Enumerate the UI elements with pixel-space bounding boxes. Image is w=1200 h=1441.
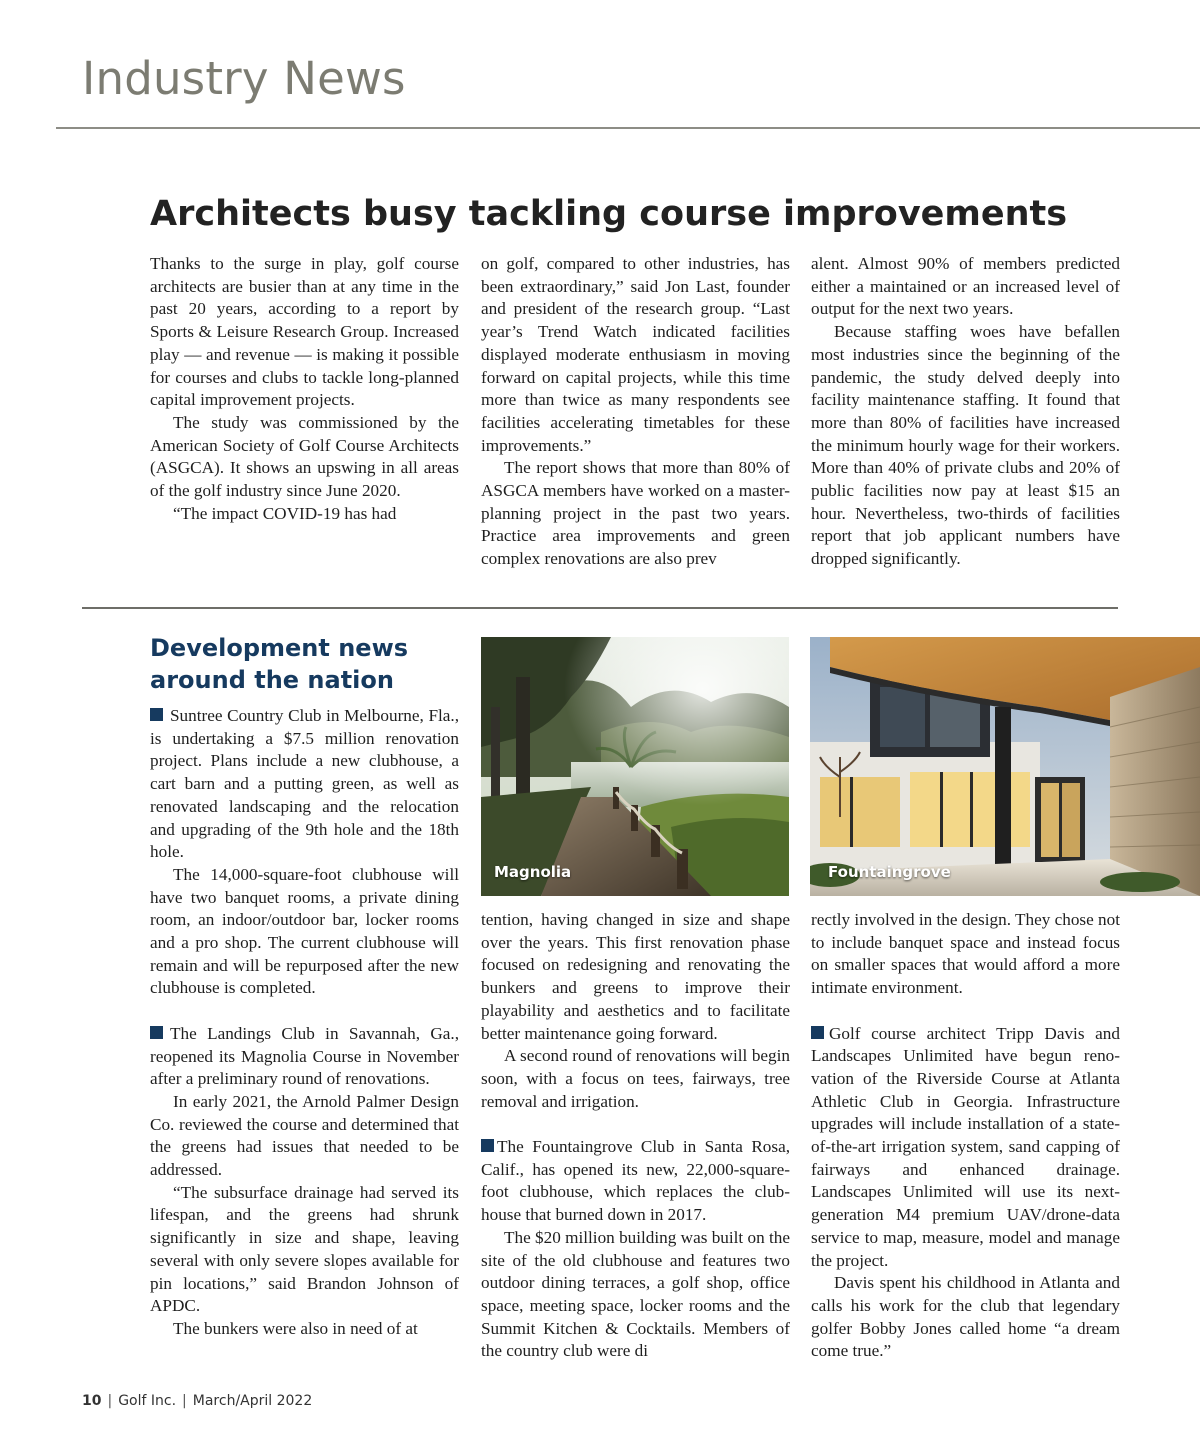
dev-news-column-1 [150,705,459,1341]
news-item: The Fountaingrove Club in Santa Rosa, Calif., has opened its new, 22,000-square-foot clubhouse, which replaces the clubhouse that burned down in 2017. [481,1137,790,1225]
header-rule [56,127,1200,129]
bullet-square-icon [811,1026,824,1039]
bullet-square-icon [481,1139,494,1152]
page-footer [82,1393,312,1409]
news-item: The Landings Club in Savannah, Ga., reopened its Magnolia Course in November after a preliminary round of renovations. [150,1023,459,1089]
publication-name: Golf Inc. [118,1393,177,1409]
paragraph: on golf, compared to other industries, has been extraordinary,” said Jon Last, founder and president of the research group. “Last year’s Trend Watch indicated facilities displayed moderate enthusiasm in moving forward on capital projects, while this time more than twice as many respondents see facilities accelerating timetables for these improvements.” [481,254,790,455]
paragraph: The $20 million building was built on the site of the old clubhouse and features two outdoor dining terraces, a golf shop, office space, meeting space, locker rooms and the Summit Kitchen & Cocktails. Members of the country club were di [481,1227,790,1361]
fountaingrove-photo-caption: Fountaingrove [828,863,951,881]
section-title: Industry News [82,52,406,105]
news-item: Suntree Country Club in Melbourne, Fla., is undertaking a $7.5 million renovation project. Plans include a new clubhouse, a cart barn and a putting green, as well as renovated landscaping and the relocation and upgrading of the 9th hole and the 18th hole. [150,706,459,862]
dev-news-column-2 [481,909,790,1363]
dev-news-title: Development news around the nation [150,634,409,694]
news-item: Golf course architect Tripp Davis and Landscapes Unlimited have begun renovation of the Riverside Course at Atlanta Athletic Club in Georgia. Infrastructure upgrades will include installation of a state-of-the-art irrigation system, sand capping of fairways and enhanced drainage. Landscapes Unlimited will use its next-generation M4 premium UAV/drone-data service to map, measure, model and manage the project. [811,1023,1120,1270]
paragraph: A second round of renovations will begin soon, with a focus on tees, fairways, tree removal and irrigation. [481,1046,790,1111]
footer-separator: | [107,1393,113,1409]
footer-separator: | [182,1393,187,1409]
fountaingrove-clubhouse-image [810,637,1200,896]
paragraph: In early 2021, the Arnold Palmer Design Co. reviewed the course and determined that the greens had issues that needed to be addressed. [150,1091,459,1180]
paragraph: The bunkers were also in need of at [173,1318,418,1338]
dev-news-column-3 [811,909,1120,1363]
paragraph: rectly involved in the design. They chose not to include banquet space and instead focus on smaller spaces that would afford a more intimate environment. [811,910,1120,998]
article-column-1 [150,253,459,525]
page-number: 10 [82,1393,102,1409]
paragraph: “The subsurface drainage had served its lifespan, and the greens had shrunk significantly in size and shape, leaving several with only severe slopes available for pin locations,” said Brandon Johnson of APDC. [150,1182,459,1316]
paragraph: Thanks to the surge in play, golf course architects are busier than at any time in the past 20 years, according to a report by Sports & Leisure Research Group. Increased play — and revenue — is making it possible for courses and clubs to tackle long-planned capital improvement projects. [150,254,459,410]
paragraph: The report shows that more than 80% of ASGCA members have worked on a master-planning project in the past two years. Practice area improvements and green complex renovations are also prev [481,458,790,569]
paragraph: The 14,000-square-foot clubhouse will have two banquet rooms, a private dining room, an indoor/outdoor bar, locker rooms and a pro shop. The current clubhouse will remain and will be repurposed after the new clubhouse is completed. [150,864,459,998]
paragraph: tention, having changed in size and shape over the years. This first renovation phase focused on redesigning and renovating the bunkers and greens to improve their playability and aesthetics and to facilitate better maintenance going forward. [481,910,790,1043]
paragraph: alent. Almost 90% of members predicted either a maintained or an increased level of output for the next two years. [811,254,1120,319]
bullet-square-icon [150,1026,163,1039]
paragraph: Because staffing woes have befallen most industries since the beginning of the pandemic, the study delved deeply into facility maintenance staffing. It found that more than 80% of facilities have increased the minimum hourly wage for their workers. More than 40% of private clubs and 20% of public facilities now pay at least $15 an hour. Nevertheless, two-thirds of facilities report that job applicant numbers have dropped significantly. [811,322,1120,569]
magnolia-course-image [481,637,789,896]
bullet-square-icon [150,708,163,721]
paragraph: Davis spent his childhood in Atlanta and calls his work for the club that legendary golfer Bobby Jones called home “a dream come true.” [811,1273,1120,1361]
article-headline: Architects busy tackling course improvements [150,194,1068,234]
fountaingrove-photo [810,637,1200,896]
article-column-3 [811,253,1120,571]
issue-date: March/April 2022 [192,1393,313,1409]
magnolia-photo-caption: Magnolia [494,863,572,881]
paragraph: The study was commissioned by the American Society of Golf Course Architects (ASGCA). It shows an upswing in all areas of the golf industry since June 2020. [150,412,459,501]
magnolia-photo [481,637,789,896]
paragraph: “The impact COVID-19 has had [173,503,397,523]
section-divider [82,607,1118,609]
article-column-2 [481,253,790,571]
